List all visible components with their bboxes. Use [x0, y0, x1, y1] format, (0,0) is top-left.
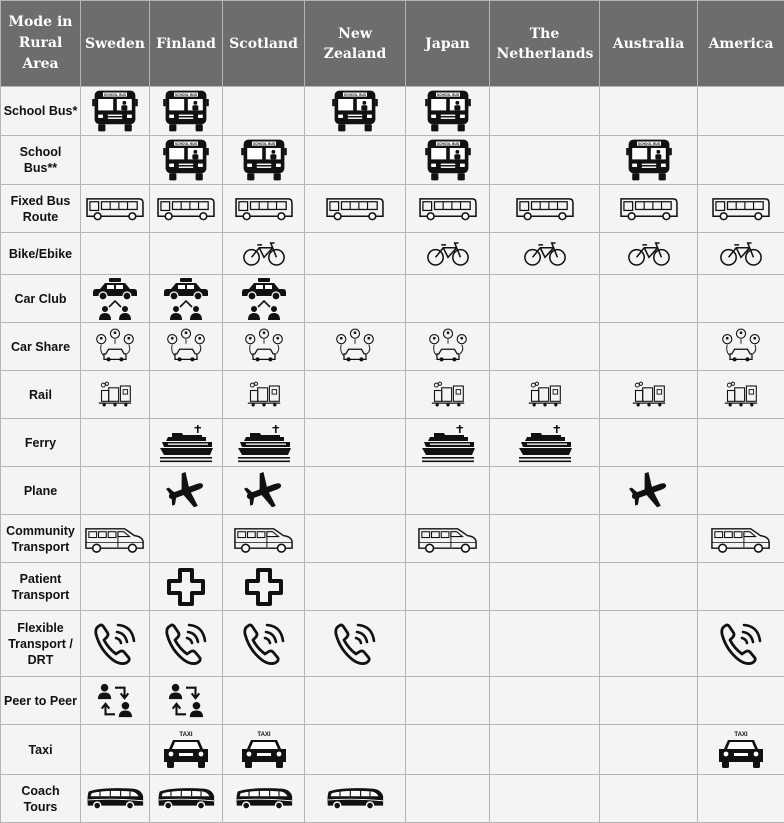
mode-label: Peer to Peer [1, 677, 81, 725]
table-row [1, 136, 784, 185]
car-share-icon [164, 328, 208, 365]
mode-cell [81, 185, 150, 233]
mode-label: Coach Tours [1, 775, 81, 823]
coach-icon [156, 784, 216, 814]
mode-cell [490, 87, 600, 136]
bus-icon [710, 195, 772, 222]
mode-cell [490, 725, 600, 775]
mode-cell [406, 323, 490, 371]
train-icon [723, 381, 759, 409]
country-header [406, 1, 490, 87]
car-club-icon [240, 277, 288, 321]
mode-cell [406, 419, 490, 467]
minibus-icon [84, 523, 146, 554]
mode-cell [81, 233, 150, 275]
mode-cell [490, 371, 600, 419]
mode-cell [305, 185, 406, 233]
mode-cell [81, 563, 150, 611]
peer-exchange-icon [167, 682, 205, 720]
mode-label: School Bus* [1, 87, 81, 136]
mode-cell [305, 467, 406, 515]
bus-icon [417, 195, 479, 222]
mode-label: Car Share [1, 323, 81, 371]
mode-cell [698, 136, 784, 185]
mode-cell [150, 515, 223, 563]
mode-cell [150, 275, 223, 323]
country-header-label: Sweden [85, 34, 145, 54]
phone-icon [331, 620, 379, 668]
mode-cell [406, 275, 490, 323]
country-header [600, 1, 698, 87]
mode-label: Plane [1, 467, 81, 515]
mode-cell [305, 233, 406, 275]
school-bus-icon [625, 136, 673, 184]
mode-cell [150, 323, 223, 371]
mode-label: School Bus** [1, 136, 81, 185]
bus-icon [233, 195, 295, 222]
school-bus-icon [424, 87, 472, 135]
country-header [150, 1, 223, 87]
mode-cell [698, 611, 784, 677]
mode-cell [600, 419, 698, 467]
table-row [1, 725, 784, 775]
mode-cell [81, 725, 150, 775]
peer-exchange-icon [96, 682, 134, 720]
medical-cross-icon [166, 567, 206, 607]
mode-cell [81, 611, 150, 677]
mode-cell [305, 775, 406, 823]
mode-cell [150, 775, 223, 823]
mode-cell [81, 323, 150, 371]
mode-cell [223, 515, 305, 563]
bus-icon [84, 195, 146, 222]
mode-cell [490, 136, 600, 185]
header-row [1, 1, 784, 87]
mode-cell [406, 611, 490, 677]
school-bus-icon [424, 136, 472, 184]
mode-cell [600, 677, 698, 725]
train-icon [246, 381, 282, 409]
mode-cell [223, 677, 305, 725]
mode-cell [698, 371, 784, 419]
mode-label: Fixed Bus Route [1, 185, 81, 233]
mode-cell [305, 563, 406, 611]
minibus-icon [233, 523, 295, 554]
phone-icon [91, 620, 139, 668]
mode-cell [223, 275, 305, 323]
country-header-label: Scotland [229, 34, 298, 54]
table-row [1, 323, 784, 371]
mode-cell [81, 467, 150, 515]
mode-cell [600, 87, 698, 136]
table-row [1, 775, 784, 823]
bus-icon [155, 195, 217, 222]
country-header-label: The Netherlands [497, 24, 593, 64]
bicycle-icon [522, 240, 568, 267]
taxi-icon [717, 730, 765, 770]
table-row [1, 371, 784, 419]
mode-cell [223, 371, 305, 419]
plane-icon [244, 471, 284, 511]
mode-cell [406, 467, 490, 515]
school-bus-icon [331, 87, 379, 135]
mode-cell [600, 467, 698, 515]
mode-cell [150, 87, 223, 136]
mode-label: Taxi [1, 725, 81, 775]
mode-cell [305, 725, 406, 775]
bicycle-icon [241, 240, 287, 267]
mode-cell [223, 185, 305, 233]
mode-cell [600, 775, 698, 823]
phone-icon [240, 620, 288, 668]
mode-label: Community Transport [1, 515, 81, 563]
mode-cell [406, 185, 490, 233]
train-icon [527, 381, 563, 409]
country-header [698, 1, 784, 87]
mode-cell [305, 136, 406, 185]
country-header [490, 1, 600, 87]
mode-label: Rail [1, 371, 81, 419]
country-header-label: Finland [156, 34, 216, 54]
table-body [1, 87, 784, 823]
country-header [81, 1, 150, 87]
mode-cell [223, 775, 305, 823]
mode-cell [305, 87, 406, 136]
table-row [1, 515, 784, 563]
mode-cell [406, 677, 490, 725]
mode-cell [490, 611, 600, 677]
car-share-icon [426, 328, 470, 365]
mode-cell [81, 419, 150, 467]
country-header-label: America [709, 34, 774, 54]
car-club-icon [91, 277, 139, 321]
mode-cell [305, 515, 406, 563]
table-row [1, 419, 784, 467]
mode-cell [406, 136, 490, 185]
phone-icon [162, 620, 210, 668]
minibus-icon [710, 523, 772, 554]
mode-label: Ferry [1, 419, 81, 467]
coach-icon [234, 784, 294, 814]
mode-cell [150, 467, 223, 515]
mode-cell [698, 677, 784, 725]
mode-cell [223, 467, 305, 515]
mode-cell [406, 87, 490, 136]
mode-cell [81, 775, 150, 823]
table-row [1, 233, 784, 275]
mode-cell [223, 419, 305, 467]
train-icon [97, 381, 133, 409]
mode-cell [490, 515, 600, 563]
mode-cell [81, 371, 150, 419]
school-bus-icon [162, 87, 210, 135]
mode-cell [305, 275, 406, 323]
mode-label: Bike/Ebike [1, 233, 81, 275]
mode-cell [81, 87, 150, 136]
plane-icon [166, 471, 206, 511]
mode-cell [698, 775, 784, 823]
car-share-icon [93, 328, 137, 365]
mode-cell [406, 371, 490, 419]
mode-cell [600, 563, 698, 611]
mode-cell [150, 371, 223, 419]
mode-cell [600, 185, 698, 233]
mode-cell [81, 515, 150, 563]
mode-cell [305, 677, 406, 725]
plane-icon [629, 471, 669, 511]
bicycle-icon [425, 240, 471, 267]
ferry-icon [517, 423, 573, 463]
bus-icon [514, 195, 576, 222]
mode-cell [305, 419, 406, 467]
mode-cell [490, 677, 600, 725]
mode-cell [698, 725, 784, 775]
mode-cell [490, 419, 600, 467]
mode-cell [698, 323, 784, 371]
mode-cell [600, 725, 698, 775]
country-header-label: Japan [425, 34, 470, 54]
ferry-icon [236, 423, 292, 463]
mode-cell [600, 275, 698, 323]
mode-cell [150, 677, 223, 725]
coach-icon [85, 784, 145, 814]
table-row [1, 611, 784, 677]
mode-cell [600, 323, 698, 371]
school-bus-icon [91, 87, 139, 135]
table-row [1, 563, 784, 611]
mode-cell [698, 419, 784, 467]
table-row [1, 87, 784, 136]
mode-cell [223, 563, 305, 611]
mode-cell [600, 371, 698, 419]
mode-cell [150, 136, 223, 185]
bicycle-icon [718, 240, 764, 267]
mode-cell [698, 275, 784, 323]
car-club-icon [162, 277, 210, 321]
mode-cell [600, 136, 698, 185]
mode-cell [223, 136, 305, 185]
mode-cell [600, 515, 698, 563]
mode-cell [406, 725, 490, 775]
mode-cell [150, 419, 223, 467]
mode-label: Patient Transport [1, 563, 81, 611]
mode-cell [223, 611, 305, 677]
mode-cell [150, 563, 223, 611]
mode-cell [490, 233, 600, 275]
mode-cell [490, 563, 600, 611]
school-bus-icon [162, 136, 210, 184]
train-icon [631, 381, 667, 409]
bus-icon [618, 195, 680, 222]
corner-header-label: Mode in Rural Area [1, 12, 80, 75]
mode-cell [223, 323, 305, 371]
mode-cell [406, 563, 490, 611]
table-row [1, 467, 784, 515]
minibus-icon [417, 523, 479, 554]
table-row [1, 185, 784, 233]
phone-icon [717, 620, 765, 668]
mode-label: Flexible Transport / DRT [1, 611, 81, 677]
mode-cell [223, 725, 305, 775]
bus-icon [324, 195, 386, 222]
corner-header [1, 1, 81, 87]
mode-cell [150, 611, 223, 677]
country-header [305, 1, 406, 87]
country-header-label: New Zealand [305, 24, 405, 64]
coach-icon [325, 784, 385, 814]
ferry-icon [158, 423, 214, 463]
mode-cell [406, 515, 490, 563]
school-bus-icon [240, 136, 288, 184]
mode-cell [490, 275, 600, 323]
mode-cell [490, 185, 600, 233]
mode-cell [698, 233, 784, 275]
mode-cell [81, 275, 150, 323]
taxi-icon [240, 730, 288, 770]
bicycle-icon [626, 240, 672, 267]
mode-cell [406, 775, 490, 823]
mode-cell [305, 323, 406, 371]
country-header-label: Australia [613, 34, 685, 54]
mode-cell [490, 775, 600, 823]
mode-cell [698, 185, 784, 233]
mode-cell [698, 87, 784, 136]
mode-cell [305, 371, 406, 419]
mode-label: Car Club [1, 275, 81, 323]
mode-cell [490, 467, 600, 515]
car-share-icon [719, 328, 763, 365]
train-icon [430, 381, 466, 409]
car-share-icon [242, 328, 286, 365]
mode-cell [600, 611, 698, 677]
table-row [1, 677, 784, 725]
medical-cross-icon [244, 567, 284, 607]
taxi-icon [162, 730, 210, 770]
table-row [1, 275, 784, 323]
mode-cell [81, 136, 150, 185]
mode-cell [223, 233, 305, 275]
ferry-icon [420, 423, 476, 463]
mode-cell [150, 725, 223, 775]
mode-cell [698, 563, 784, 611]
mode-cell [698, 515, 784, 563]
mode-cell [600, 233, 698, 275]
mode-cell [150, 185, 223, 233]
country-header [223, 1, 305, 87]
car-share-icon [333, 328, 377, 365]
mode-cell [305, 611, 406, 677]
mode-cell [81, 677, 150, 725]
mode-cell [490, 323, 600, 371]
mode-cell [698, 467, 784, 515]
mode-cell [406, 233, 490, 275]
mode-cell [223, 87, 305, 136]
mode-cell [150, 233, 223, 275]
